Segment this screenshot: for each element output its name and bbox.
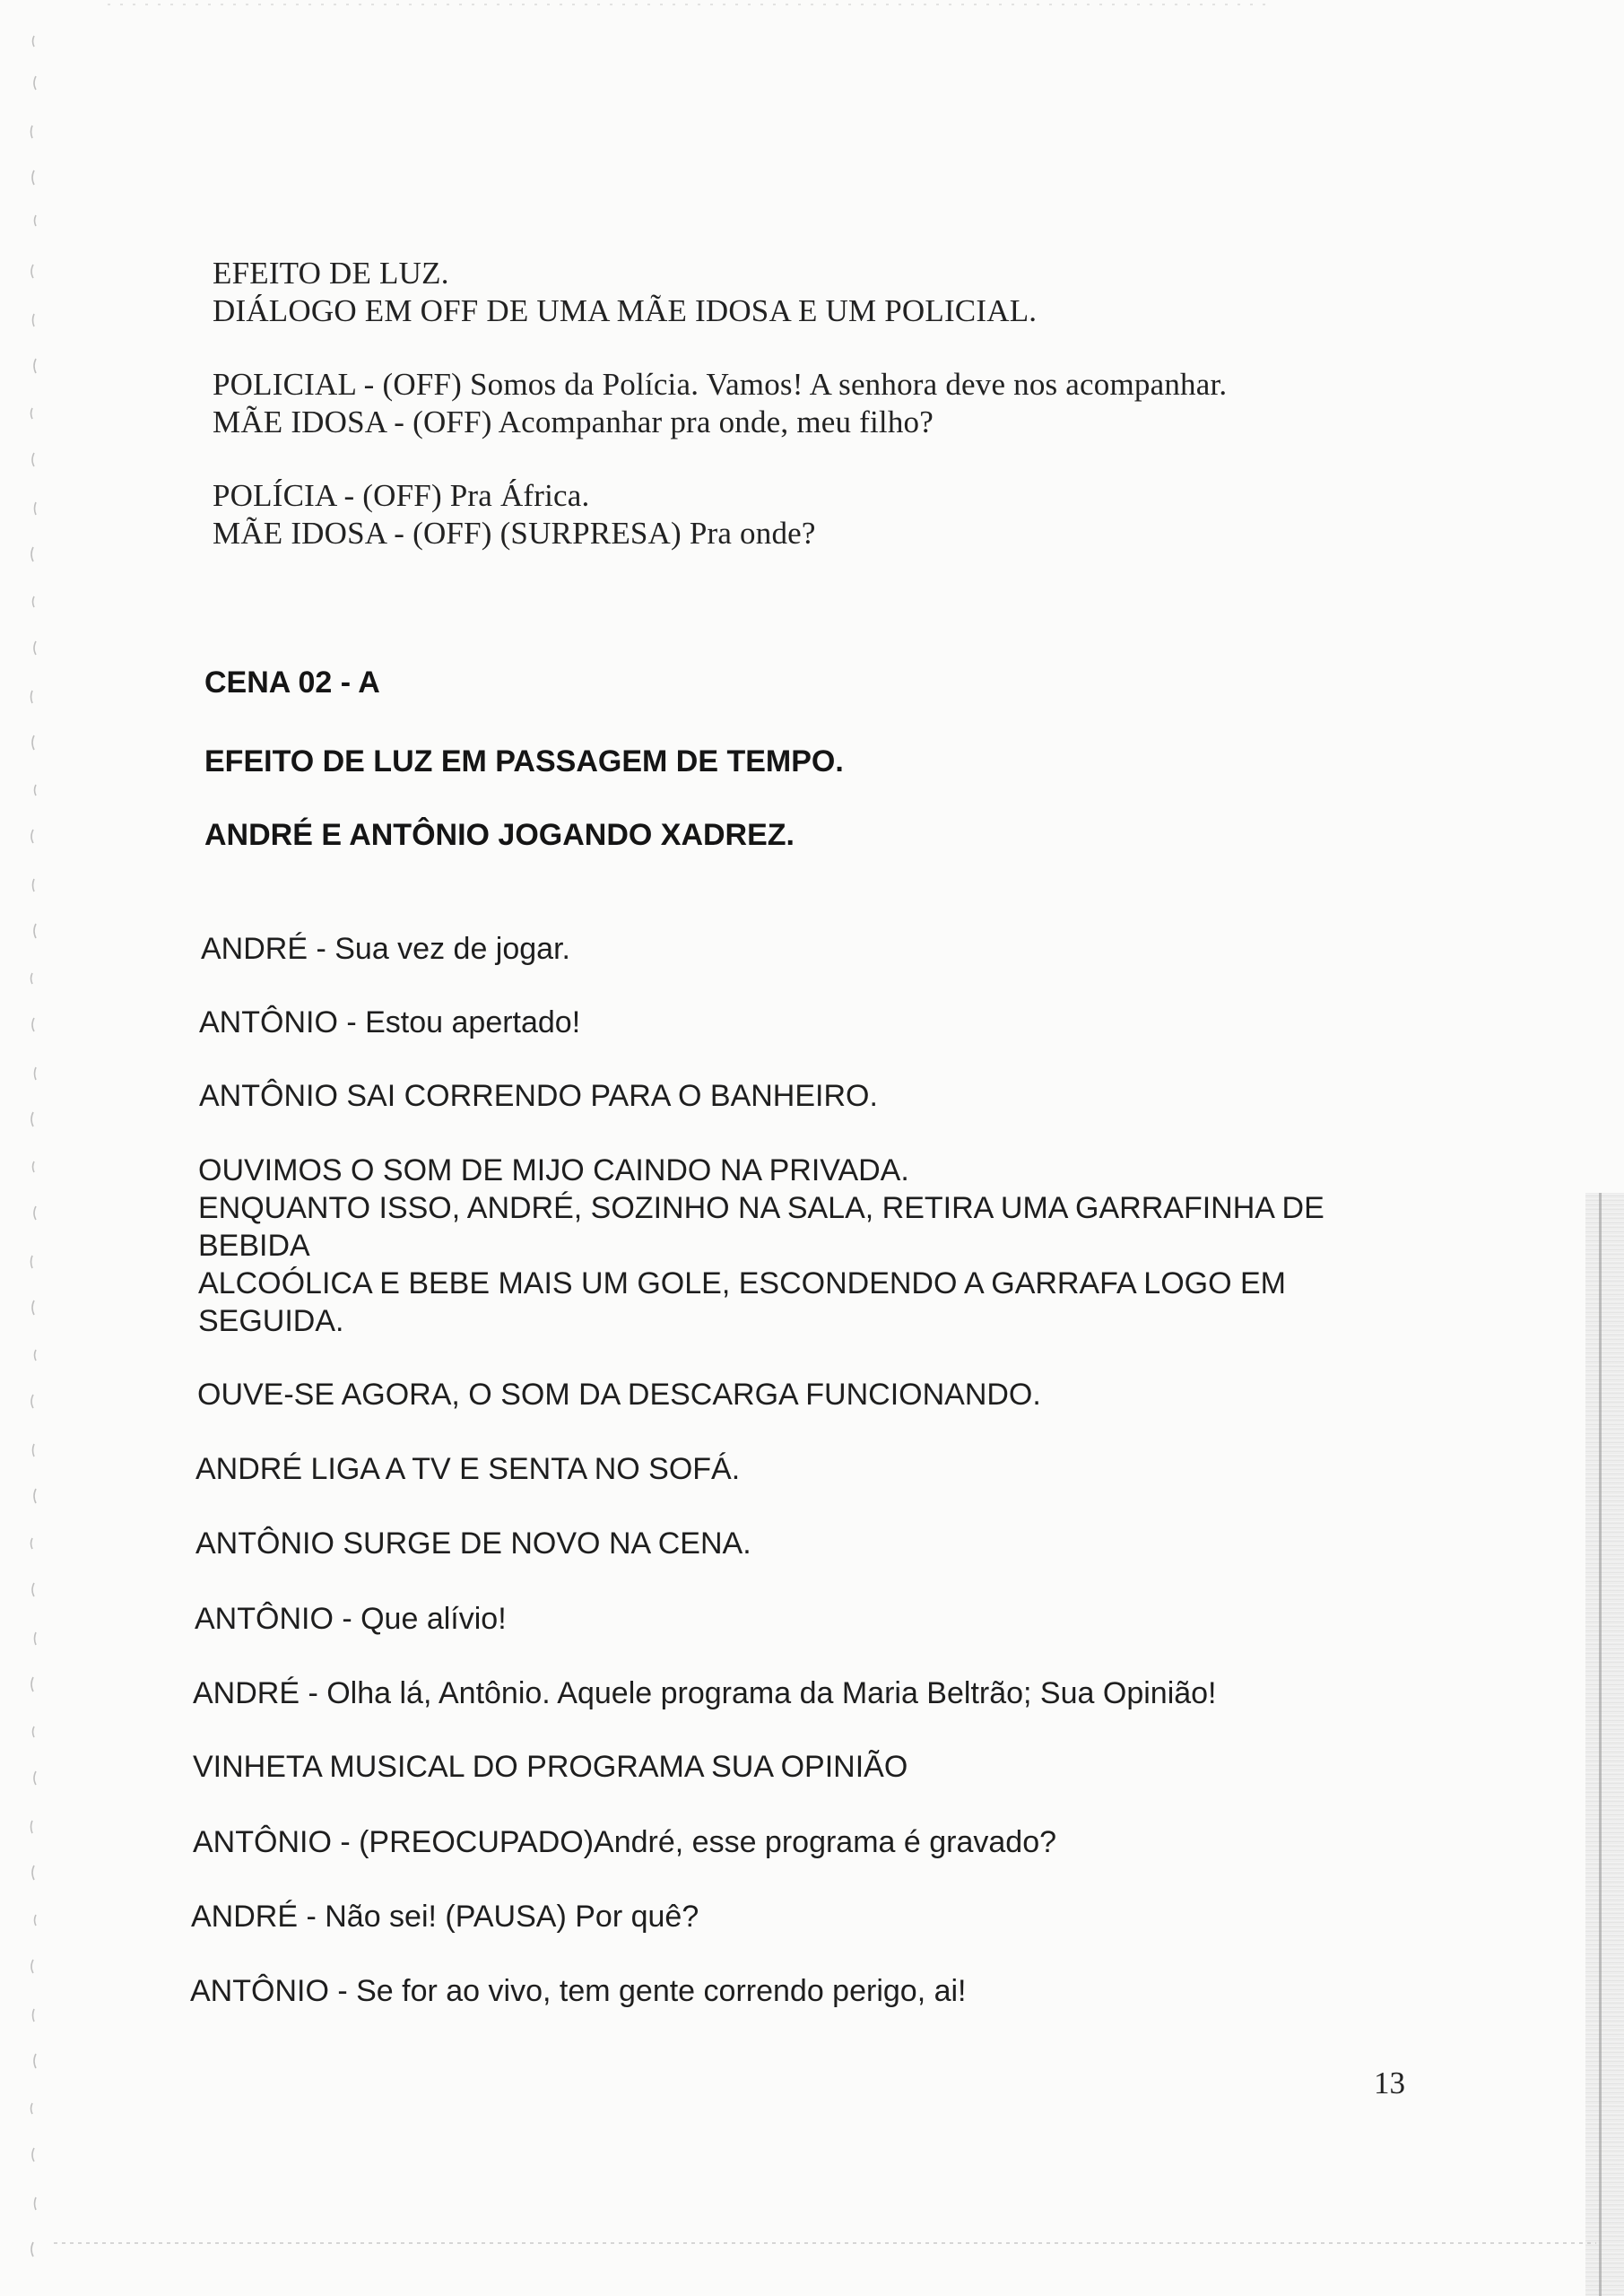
stage-direction-antonio-returns: ANTÔNIO SURGE DE NOVO NA CENA. — [195, 1526, 751, 1561]
stage-direction-meanwhile: ENQUANTO ISSO, ANDRÉ, SOZINHO NA SALA, RETIRA UMA GARRAFINHA DE — [198, 1191, 1324, 1225]
stage-direction-light-effect: EFEITO DE LUZ. — [213, 256, 449, 291]
scene-heading: CENA 02 - A — [204, 665, 380, 700]
scan-bottom-edge — [54, 2242, 1596, 2244]
stage-direction-off-dialogue: DIÁLOGO EM OFF DE UMA MÃE IDOSA E UM POLICIAL. — [213, 293, 1038, 328]
dialogue-line-antonio: ANTÔNIO - Estou apertado! — [199, 1005, 581, 1039]
dialogue-line-andre-dont-know: ANDRÉ - Não sei! (PAUSA) Por quê? — [191, 1900, 699, 1934]
scene-direction-chess: ANDRÉ E ANTÔNIO JOGANDO XADREZ. — [204, 818, 795, 852]
stage-direction-bathroom: ANTÔNIO SAI CORRENDO PARA O BANHEIRO. — [199, 1079, 878, 1113]
dialogue-line-policia: POLÍCIA - (OFF) Pra África. — [213, 478, 590, 513]
dialogue-line-mae-idosa: MÃE IDOSA - (OFF) Acompanhar pra onde, meu filho? — [213, 404, 934, 439]
stage-direction-meanwhile-cont-2: ALCOÓLICA E BEBE MAIS UM GOLE, ESCONDENDO A GARRAFA LOGO EM — [198, 1266, 1286, 1300]
scene-direction-time-passage: EFEITO DE LUZ EM PASSAGEM DE TEMPO. — [204, 744, 844, 778]
scan-top-edge — [108, 4, 1273, 5]
scan-right-edge-line — [1599, 1193, 1602, 2296]
stage-direction-tv: ANDRÉ LIGA A TV E SENTA NO SOFÁ. — [195, 1452, 741, 1486]
stage-direction-meanwhile-cont-1: BEBIDA — [198, 1229, 310, 1263]
dialogue-line-mae-idosa-surpresa: MÃE IDOSA - (OFF) (SURPRESA) Pra onde? — [213, 516, 816, 551]
scan-margin-marks — [0, 0, 81, 2296]
page-number: 13 — [1374, 2066, 1405, 2100]
stage-direction-sound: OUVIMOS O SOM DE MIJO CAINDO NA PRIVADA. — [198, 1153, 909, 1187]
dialogue-line-andre: ANDRÉ - Sua vez de jogar. — [201, 932, 570, 966]
stage-direction-vinheta: VINHETA MUSICAL DO PROGRAMA SUA OPINIÃO — [193, 1750, 908, 1784]
dialogue-line-policial: POLICIAL - (OFF) Somos da Polícia. Vamos! A senhora deve nos acompanhar. — [213, 367, 1228, 402]
stage-direction-flush: OUVE-SE AGORA, O SOM DA DESCARGA FUNCIONANDO. — [197, 1378, 1041, 1412]
stage-direction-meanwhile-cont-3: SEGUIDA. — [198, 1304, 344, 1338]
dialogue-line-andre-program: ANDRÉ - Olha lá, Antônio. Aquele programa da Maria Beltrão; Sua Opinião! — [193, 1676, 1217, 1710]
dialogue-line-antonio-danger: ANTÔNIO - Se for ao vivo, tem gente correndo perigo, ai! — [190, 1974, 967, 2008]
dialogue-line-antonio-relief: ANTÔNIO - Que alívio! — [195, 1602, 507, 1636]
dialogue-line-antonio-worried: ANTÔNIO - (PREOCUPADO)André, esse programa é gravado? — [193, 1825, 1057, 1859]
scan-right-edge-texture — [1585, 1193, 1624, 2296]
